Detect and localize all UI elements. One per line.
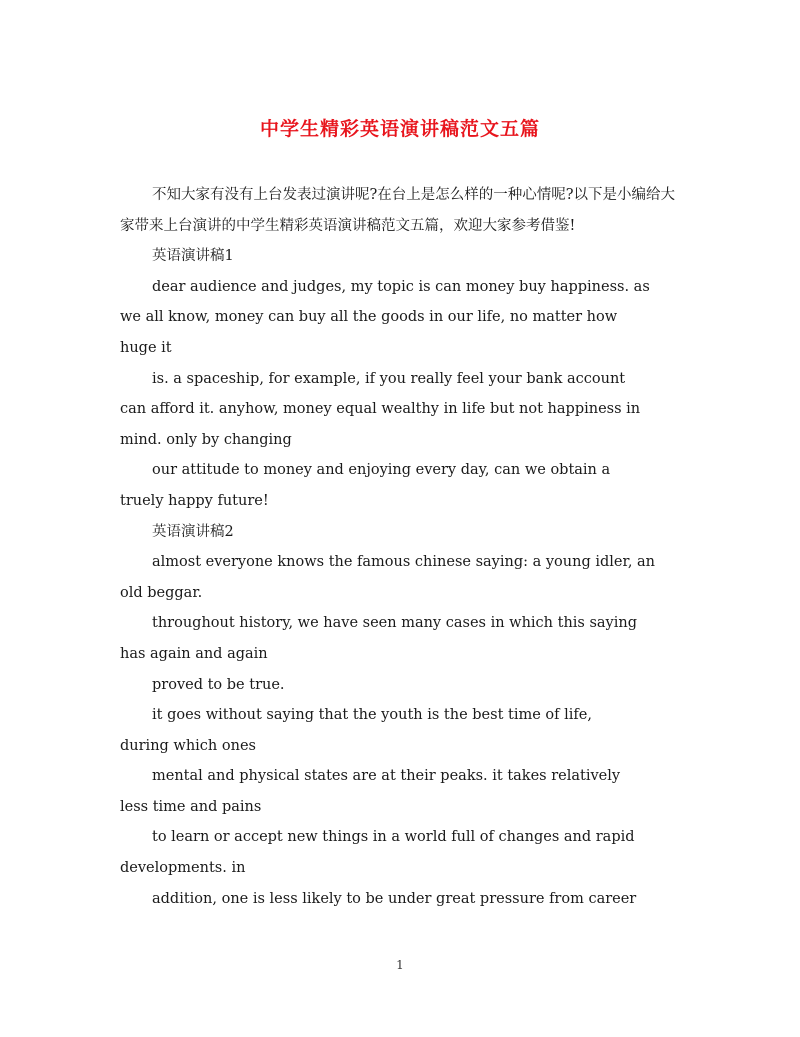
section-heading-2: 英语演讲稿2	[152, 523, 234, 540]
document-body	[120, 180, 685, 914]
text-line: old beggar.	[120, 584, 203, 601]
text-line: can afford it. anyhow, money equal wealthy in life but not happiness in	[120, 401, 641, 418]
text-line: has again and again	[120, 645, 268, 662]
text-line: addition, one is less likely to be under great pressure from career	[152, 890, 637, 907]
text-line: almost everyone knows the famous chinese saying: a young idler, an	[152, 554, 656, 571]
text-line: dear audience and judges, my topic is can money buy happiness. as	[152, 278, 650, 295]
document-title: 中学生精彩英语演讲稿范文五篇	[259, 118, 540, 140]
text-line: huge it	[120, 339, 172, 356]
text-line: throughout history, we have seen many cases in which this saying	[152, 615, 637, 632]
text-line: proved to be true.	[152, 676, 285, 693]
text-line: we all know, money can buy all the goods in our life, no matter how	[120, 309, 618, 326]
text-line: during which ones	[120, 737, 256, 754]
page-number: 1	[396, 958, 404, 972]
text-line: truely happy future!	[120, 492, 269, 509]
text-line: less time and pains	[120, 798, 262, 815]
text-line: mind. only by changing	[120, 431, 292, 448]
text-line: developments. in	[120, 860, 246, 877]
intro-paragraph: 不知大家有没有上台发表过演讲呢?在台上是怎么样的一种心情呢?以下是小编给大家带来上台演讲的中学生精彩英语演讲稿范文五篇，欢迎大家参考借鉴!	[120, 187, 676, 234]
text-line: it goes without saying that the youth is the best time of life,	[152, 707, 592, 724]
text-line: our attitude to money and enjoying every day, can we obtain a	[152, 462, 611, 479]
text-line: to learn or accept new things in a world full of changes and rapid	[152, 829, 635, 846]
text-line: mental and physical states are at their peaks. it takes relatively	[152, 768, 621, 785]
text-line: is. a spaceship, for example, if you really feel your bank account	[152, 370, 626, 387]
section-heading-1: 英语演讲稿1	[152, 248, 234, 265]
